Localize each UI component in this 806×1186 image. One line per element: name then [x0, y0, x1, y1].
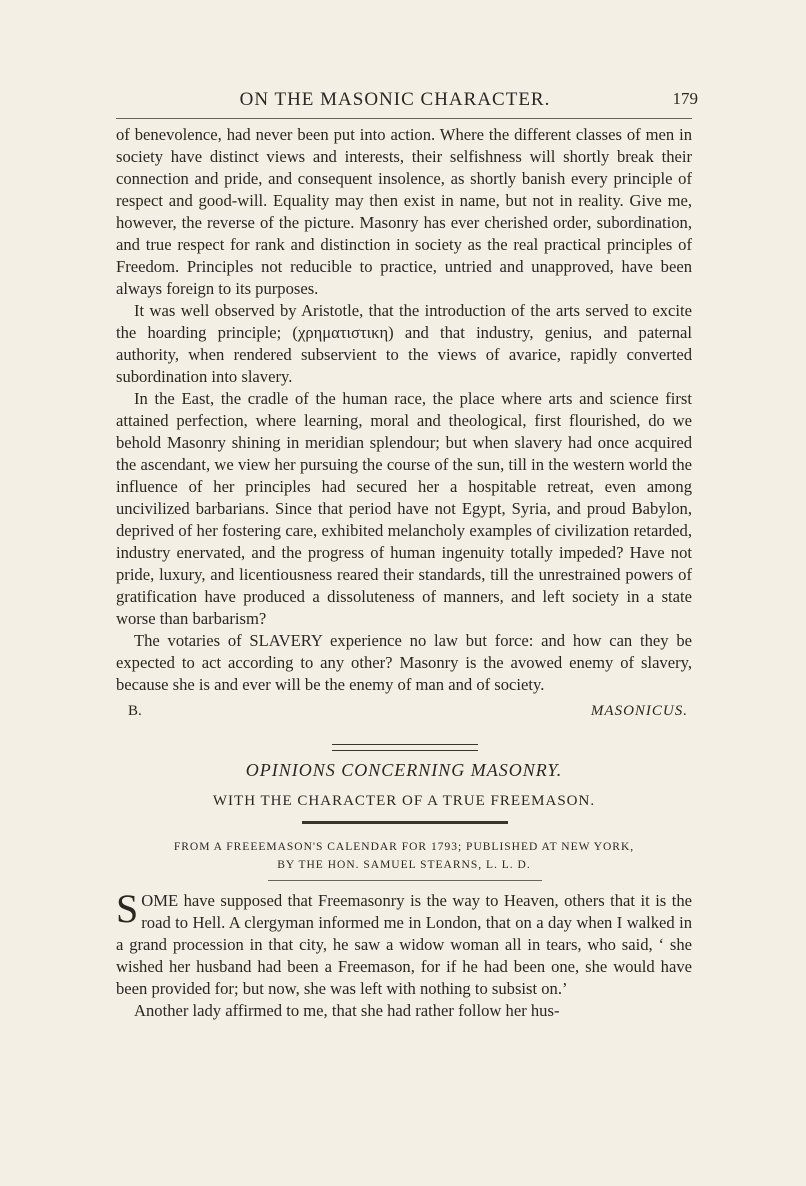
opinions-body	[116, 886, 692, 1022]
opinions-paragraph-text: OME have supposed that Freemasonry is the way to Heaven, others that it is the road to Hell. A clergyman informed me in London, that on a day when I walked in a grand procession in that city, he saw a widow woman all in tears, who said, ‘ she wished her husband had been a Freemason, for if he had been one, she would have been provided for; but now, she was left with nothing to subsist on.’	[116, 891, 692, 998]
opinions-paragraph	[116, 886, 692, 1000]
source-rule	[268, 880, 542, 881]
header-rule	[116, 118, 692, 119]
essay-paragraph: of benevolence, had never been put into action. Where the different classes of men in society have distinct views and interests, their selfishness will shortly break their connection and pride, and consequent insolence, as shortly banish every principle of respect and good-will. Equality may then exist in name, but not in reality. Give me, however, the reverse of the picture. Masonry has ever cherished order, subordination, and true respect for rank and distinction in society as the real practical principles of Freedom. Principles not reducible to practice, untried and unapproved, have been always foreign to its purposes.	[116, 125, 692, 298]
opinions-paragraph: Another lady affirmed to me, that she had rather follow her hus-	[134, 1001, 560, 1020]
essay-body	[116, 124, 692, 696]
essay-paragraph: The votaries of SLAVERY experience no law but force: and how can they be expected to act according to any other? Masonry is the avowed enemy of slavery, because she is and ever will be the enemy of man and of society.	[116, 631, 692, 694]
subtitle-rule	[302, 821, 508, 824]
essay-paragraph: It was well observed by Aristotle, that the introduction of the arts served to excite the hoarding principle; (χρηματιστικη) and that industry, genius, and paternal authority, when rendered subservient to the views of avarice, rapidly converted subordination into slavery.	[116, 301, 692, 386]
source-line: FROM A FREEEMASON'S CALENDAR FOR 1793; PUBLISHED AT NEW YORK,	[173, 841, 635, 853]
running-title: ON THE MASONIC CHARACTER.	[239, 89, 551, 110]
essay-paragraph: In the East, the cradle of the human race, the place where arts and science first attained perfection, where learning, moral and theological, first flourished, do we behold Masonry shining in meridian splendour; but when slavery had once acquired the ascendant, we view her pursuing the course of the sun, till in the western world the influence of her principles had secured her a hospitable retreat, even among uncivilized barbarians. Since that period have not Egypt, Syria, and proud Babylon, deprived of her fostering care, exhibited melancholy examples of civilization retarded, industry enervated, and the progress of human ingenuity totally impeded? Have not pride, luxury, and licentiousness reared their standards, till the unrestrained powers of gratification have produced a dissoluteness of manners, and left society in a state worse than barbarism?	[116, 389, 692, 628]
section-title: OPINIONS CONCERNING MASONRY.	[245, 760, 563, 780]
drop-cap: S	[116, 886, 139, 931]
signoff-name: MASONICUS.	[590, 703, 688, 719]
running-head	[100, 89, 698, 111]
signoff-initial: B.	[128, 703, 142, 719]
signoff	[128, 703, 688, 720]
section-divider	[332, 744, 478, 751]
source-note	[112, 838, 696, 874]
section-subtitle: WITH THE CHARACTER OF A TRUE FREEMASON.	[212, 793, 596, 809]
source-line: BY THE HON. SAMUEL STEARNS, L. L. D.	[277, 859, 531, 871]
page-number: 179	[672, 89, 698, 108]
